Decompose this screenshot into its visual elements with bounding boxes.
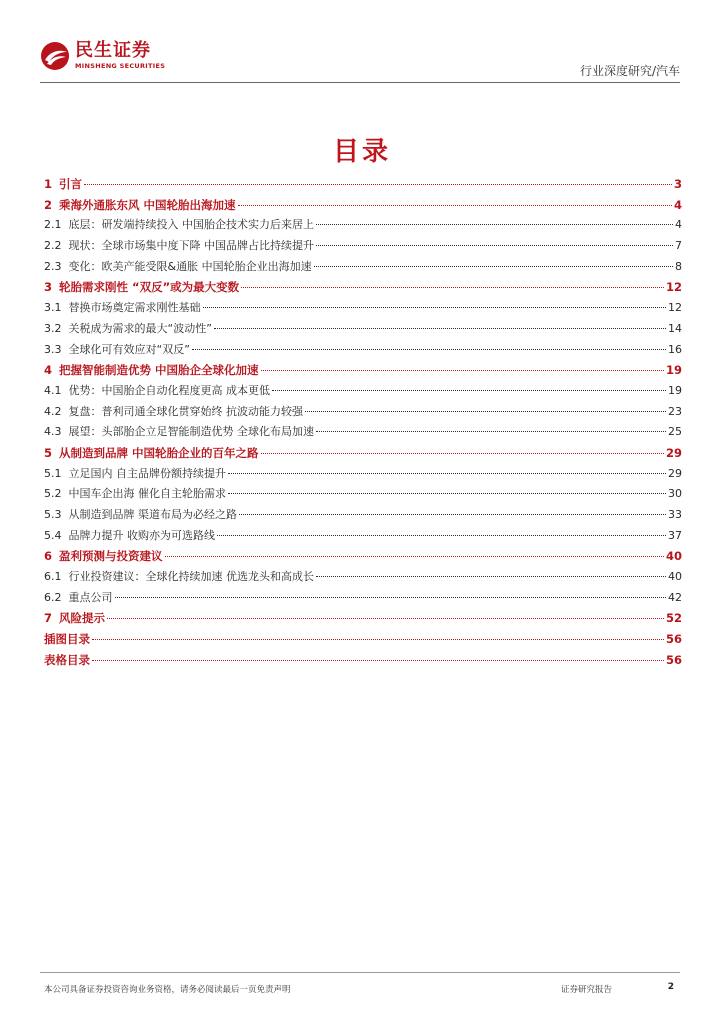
toc-entry-page: 19	[665, 363, 682, 378]
toc-entry-number: 6.1	[44, 570, 62, 584]
toc-entry-number: 5.4	[44, 528, 62, 542]
toc-entry-page: 30	[668, 487, 682, 501]
toc-entry-section[interactable]	[44, 567, 682, 588]
toc-dot-leader	[238, 205, 672, 206]
toc-dot-leader	[228, 493, 666, 494]
toc-entry-title: 从制造到品牌 中国轮胎企业的百年之路	[59, 445, 259, 460]
toc-dot-leader	[314, 266, 673, 267]
toc-entry-number: 3.3	[44, 342, 62, 356]
toc-entry-page: 52	[665, 611, 682, 626]
company-logo	[40, 41, 165, 71]
toc-entry-number: 4	[44, 363, 53, 378]
footer-divider	[40, 972, 680, 973]
toc-entry-number: 5.2	[44, 487, 62, 501]
toc-entry-section[interactable]	[44, 505, 682, 526]
toc-entry-chapter[interactable]	[44, 360, 682, 381]
toc-entry-number: 3	[44, 280, 53, 295]
toc-entry-page: 25	[668, 425, 682, 439]
toc-dot-leader	[92, 639, 664, 640]
report-category: 行业深度研究/汽车	[579, 64, 680, 78]
toc-entry-section[interactable]	[44, 381, 682, 402]
toc-entry-title: 轮胎需求刚性 “双反”或为最大变数	[59, 280, 240, 295]
toc-entry-number: 1	[44, 177, 53, 191]
toc-entry-chapter[interactable]	[44, 443, 682, 464]
toc-entry-title: 插图目录	[44, 632, 90, 647]
toc-entry-title: 现状：全球市场集中度下降 中国品牌占比持续提升	[68, 239, 314, 253]
toc-entry-section[interactable]	[44, 588, 682, 609]
toc-dot-leader	[107, 618, 664, 619]
toc-entry-chapter[interactable]	[44, 608, 682, 629]
toc-entry-page: 23	[668, 404, 682, 418]
toc-entry-title: 中国车企出海 催化自主轮胎需求	[68, 487, 226, 501]
toc-entry-title: 风险提示	[59, 611, 106, 626]
toc-entry-title: 表格目录	[44, 652, 90, 667]
toc-entry-page: 16	[668, 342, 682, 356]
toc-entry-section[interactable]	[44, 236, 682, 257]
toc-entry-page: 19	[668, 383, 682, 397]
toc-dot-leader	[239, 514, 666, 515]
toc-dot-leader	[203, 307, 667, 308]
toc-entry-page: 37	[668, 528, 682, 542]
toc-entry-number: 4.2	[44, 404, 62, 418]
toc-entry-section[interactable]	[44, 402, 682, 423]
toc-entry-title: 品牌力提升 收购亦为可选路线	[68, 528, 215, 542]
page-number: 2	[667, 982, 674, 992]
toc-entry-title: 盈利预测与投资建议	[59, 549, 163, 564]
toc-entry-number: 3.1	[44, 301, 62, 315]
logo-chinese-name: 民生证券	[75, 40, 151, 61]
toc-entry-page: 12	[665, 280, 682, 295]
toc-entry-page: 42	[668, 590, 682, 604]
toc-entry-number: 7	[44, 611, 53, 626]
toc-entry-title: 展望：头部胎企立足智能制造优势 全球化布局加速	[68, 425, 314, 439]
toc-entry-number: 2.3	[44, 259, 62, 273]
toc-entry-number: 3.2	[44, 321, 62, 335]
footer-disclaimer: 本公司具备证券投资咨询业务资格，请务必阅读最后一页免责声明	[44, 985, 291, 995]
toc-entry-section[interactable]	[44, 257, 682, 278]
toc-dot-leader	[316, 245, 673, 246]
toc-dot-leader	[115, 597, 667, 598]
toc-entry-title: 关税成为需求的最大“波动性”	[68, 321, 212, 335]
toc-entry-title: 全球化可有效应对“双反”	[68, 342, 190, 356]
toc-dot-leader	[316, 576, 666, 577]
toc-entry-page: 12	[668, 301, 682, 315]
toc-dot-leader	[84, 184, 672, 185]
toc-entry-page: 3	[673, 177, 682, 191]
toc-entry-title: 优势：中国胎企自动化程度更高 成本更低	[68, 383, 270, 397]
toc-entry-number: 5	[44, 445, 53, 460]
toc-entry-section[interactable]	[44, 526, 682, 547]
toc-entry-title: 底层：研发端持续投入 中国胎企技术实力后来居上	[68, 218, 314, 232]
toc-dot-leader	[165, 556, 664, 557]
toc-entry-page: 7	[675, 239, 682, 253]
toc-entry-chapter[interactable]	[44, 195, 682, 216]
toc-dot-leader	[217, 535, 666, 536]
toc-entry-title: 重点公司	[68, 590, 113, 604]
toc-entry-page: 29	[668, 466, 682, 480]
toc-entry-page: 56	[665, 632, 682, 647]
table-of-contents	[44, 174, 682, 671]
toc-entry-number: 6.2	[44, 590, 62, 604]
toc-dot-leader	[316, 431, 666, 432]
toc-entry-title: 复盘：普利司通全球化贯穿始终 抗波动能力较强	[68, 404, 303, 418]
toc-entry-section[interactable]	[44, 464, 682, 485]
toc-entry-section[interactable]	[44, 215, 682, 236]
toc-entry-number: 2.2	[44, 239, 62, 253]
footer-report-type: 证券研究报告	[561, 985, 613, 995]
toc-entry-number: 5.3	[44, 508, 62, 521]
toc-entry-title: 引言	[59, 177, 83, 191]
toc-dot-leader	[192, 349, 666, 350]
toc-dot-leader	[92, 660, 664, 661]
toc-dot-leader	[316, 224, 673, 225]
toc-entry-number: 2	[44, 197, 53, 212]
toc-entry-section[interactable]	[44, 298, 682, 319]
toc-entry-number: 5.1	[44, 466, 62, 480]
toc-entry-title: 乘海外通胀东风 中国轮胎出海加速	[59, 197, 236, 212]
toc-entry-chapter[interactable]	[44, 629, 682, 650]
toc-entry-section[interactable]	[44, 422, 682, 443]
toc-entry-title: 变化：欧美产能受限&通胀 中国轮胎企业出海加速	[68, 259, 312, 273]
toc-dot-leader	[261, 370, 664, 371]
toc-entry-page: 4	[675, 218, 682, 232]
toc-entry-page: 4	[673, 197, 682, 212]
toc-dot-leader	[241, 287, 664, 288]
toc-entry-page: 29	[665, 445, 682, 460]
toc-dot-leader	[228, 473, 666, 474]
toc-entry-section[interactable]	[44, 484, 682, 505]
toc-entry-title: 替换市场奠定需求刚性基础	[68, 301, 201, 315]
toc-dot-leader	[272, 390, 666, 391]
logo-english-name: MINSHENG SECURITIES	[75, 62, 166, 70]
toc-entry-page: 40	[668, 570, 682, 584]
toc-entry-chapter[interactable]	[44, 174, 682, 195]
toc-title: 目录	[332, 137, 391, 167]
toc-entry-number: 4.3	[44, 425, 62, 439]
toc-entry-title: 立足国内 自主品牌份额持续提升	[68, 466, 226, 480]
toc-entry-page: 33	[668, 508, 682, 521]
toc-entry-number: 2.1	[44, 218, 62, 232]
toc-entry-title: 把握智能制造优势 中国胎企全球化加速	[59, 363, 259, 378]
toc-entry-chapter[interactable]	[44, 650, 682, 671]
header-divider	[40, 82, 680, 83]
toc-entry-section[interactable]	[44, 319, 682, 340]
toc-dot-leader	[261, 453, 664, 454]
toc-dot-leader	[214, 328, 666, 329]
toc-entry-page: 8	[675, 259, 682, 273]
toc-entry-title: 行业投资建议：全球化持续加速 优选龙头和高成长	[68, 570, 314, 584]
toc-entry-number: 6	[44, 549, 53, 564]
toc-entry-number: 4.1	[44, 383, 62, 397]
toc-entry-section[interactable]	[44, 340, 682, 361]
toc-entry-page: 40	[665, 549, 682, 564]
minsheng-logo-icon	[40, 41, 70, 71]
toc-entry-title: 从制造到品牌 渠道布局为必经之路	[68, 508, 237, 521]
toc-entry-chapter[interactable]	[44, 546, 682, 567]
toc-entry-page: 14	[668, 321, 682, 335]
toc-dot-leader	[305, 411, 666, 412]
toc-entry-page: 56	[665, 652, 682, 667]
toc-entry-chapter[interactable]	[44, 277, 682, 298]
